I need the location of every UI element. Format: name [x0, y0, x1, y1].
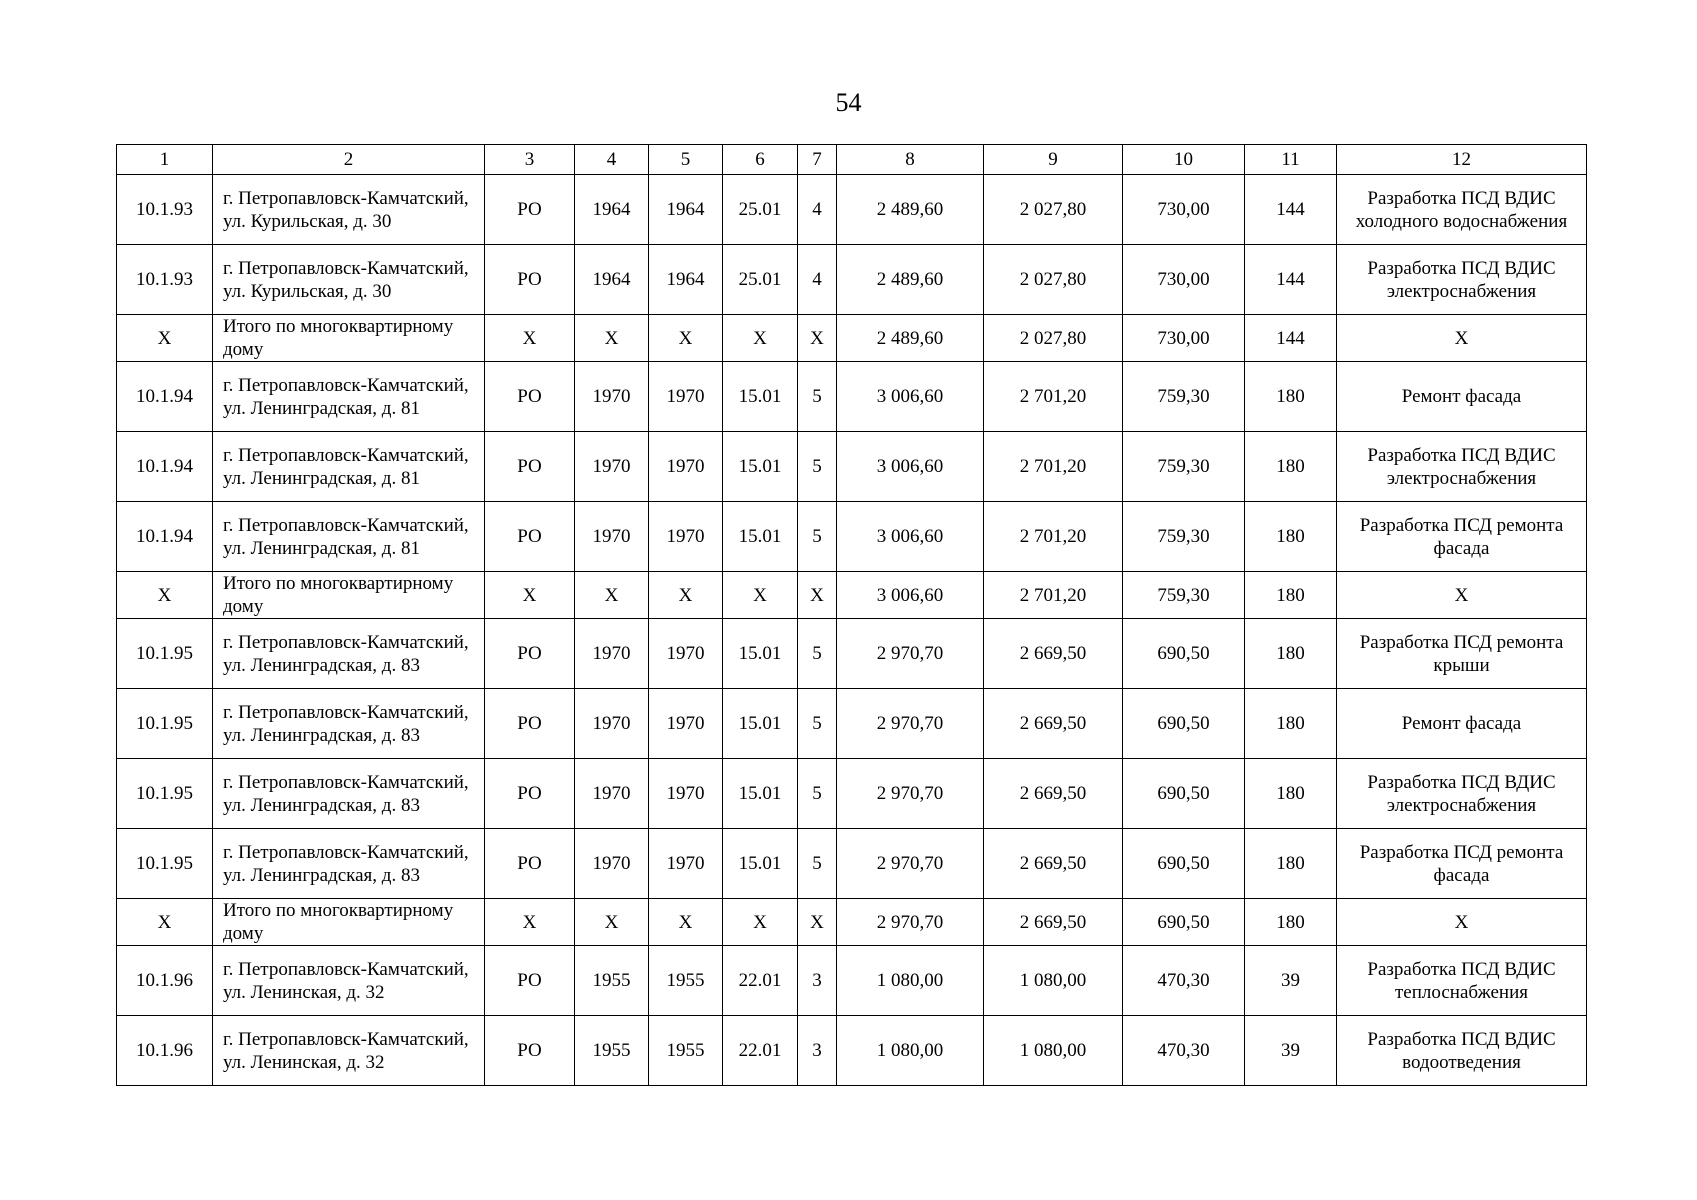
- cell-build-year: Х: [575, 899, 649, 946]
- cell-living-area: 1 080,00: [984, 1016, 1123, 1086]
- cell-commission-year: Х: [649, 315, 723, 362]
- cell-common-area: 690,50: [1123, 619, 1245, 689]
- cell-series-code: Х: [723, 315, 798, 362]
- cell-residents: 180: [1245, 689, 1337, 759]
- cell-row-number: 10.1.95: [117, 829, 213, 899]
- cell-total-area: 2 489,60: [837, 245, 984, 315]
- cell-total-area: 2 970,70: [837, 689, 984, 759]
- cell-residents: 144: [1245, 175, 1337, 245]
- cell-common-area: 730,00: [1123, 245, 1245, 315]
- cell-total-area: 2 970,70: [837, 829, 984, 899]
- cell-total-area: 2 970,70: [837, 619, 984, 689]
- table-row: [117, 759, 1587, 829]
- cell-management-type: РО: [485, 362, 575, 432]
- cell-living-area: 2 701,20: [984, 572, 1123, 619]
- cell-total-area: 2 970,70: [837, 759, 984, 829]
- cell-series-code: Х: [723, 572, 798, 619]
- cell-build-year: 1970: [575, 689, 649, 759]
- cell-floors: 5: [798, 829, 837, 899]
- cell-work-type: Х: [1337, 572, 1587, 619]
- cell-floors: 3: [798, 1016, 837, 1086]
- cell-living-area: 2 669,50: [984, 829, 1123, 899]
- column-header: 8: [837, 145, 984, 175]
- cell-management-type: РО: [485, 619, 575, 689]
- table-row: [117, 946, 1587, 1016]
- cell-address: г. Петропавловск-Камчатский, ул. Ленинская, д. 32: [213, 1016, 485, 1086]
- cell-series-code: 15.01: [723, 619, 798, 689]
- cell-commission-year: 1964: [649, 175, 723, 245]
- column-header: 12: [1337, 145, 1587, 175]
- cell-address: г. Петропавловск-Камчатский, ул. Курильская, д. 30: [213, 175, 485, 245]
- cell-commission-year: 1955: [649, 1016, 723, 1086]
- cell-address: г. Петропавловск-Камчатский, ул. Курильская, д. 30: [213, 245, 485, 315]
- cell-common-area: 690,50: [1123, 689, 1245, 759]
- cell-series-code: 15.01: [723, 432, 798, 502]
- column-header: 9: [984, 145, 1123, 175]
- cell-common-area: 759,30: [1123, 572, 1245, 619]
- cell-work-type: Х: [1337, 899, 1587, 946]
- cell-series-code: 22.01: [723, 946, 798, 1016]
- cell-row-number: Х: [117, 315, 213, 362]
- cell-floors: Х: [798, 572, 837, 619]
- cell-series-code: 25.01: [723, 175, 798, 245]
- cell-row-number: 10.1.94: [117, 432, 213, 502]
- cell-living-area: 2 669,50: [984, 619, 1123, 689]
- cell-floors: 5: [798, 759, 837, 829]
- cell-residents: 180: [1245, 759, 1337, 829]
- cell-common-area: 759,30: [1123, 432, 1245, 502]
- cell-total-area: 3 006,60: [837, 362, 984, 432]
- cell-commission-year: 1970: [649, 619, 723, 689]
- cell-row-number: Х: [117, 572, 213, 619]
- column-header: 7: [798, 145, 837, 175]
- cell-row-number: 10.1.93: [117, 245, 213, 315]
- cell-row-number: 10.1.96: [117, 1016, 213, 1086]
- total-row: [117, 899, 1587, 946]
- cell-build-year: 1955: [575, 946, 649, 1016]
- cell-work-type: Разработка ПСД ВДИС холодного водоснабжения: [1337, 175, 1587, 245]
- cell-management-type: РО: [485, 829, 575, 899]
- cell-build-year: 1970: [575, 759, 649, 829]
- column-header: 2: [213, 145, 485, 175]
- cell-residents: 180: [1245, 619, 1337, 689]
- column-header: 3: [485, 145, 575, 175]
- cell-commission-year: 1970: [649, 432, 723, 502]
- cell-common-area: 730,00: [1123, 175, 1245, 245]
- cell-address: г. Петропавловск-Камчатский, ул. Ленинградская, д. 81: [213, 432, 485, 502]
- cell-residents: 180: [1245, 829, 1337, 899]
- cell-living-area: 2 701,20: [984, 432, 1123, 502]
- cell-total-area: 2 489,60: [837, 175, 984, 245]
- table-body: [117, 175, 1587, 1086]
- cell-floors: Х: [798, 899, 837, 946]
- cell-residents: 180: [1245, 572, 1337, 619]
- cell-address: Итого по многоквартирному дому: [213, 899, 485, 946]
- table-row: [117, 1016, 1587, 1086]
- cell-work-type: Разработка ПСД ВДИС теплоснабжения: [1337, 946, 1587, 1016]
- cell-address: г. Петропавловск-Камчатский, ул. Ленинская, д. 32: [213, 946, 485, 1016]
- cell-series-code: Х: [723, 899, 798, 946]
- cell-commission-year: 1970: [649, 502, 723, 572]
- cell-residents: 144: [1245, 245, 1337, 315]
- cell-address: г. Петропавловск-Камчатский, ул. Ленинградская, д. 81: [213, 502, 485, 572]
- column-header: 10: [1123, 145, 1245, 175]
- cell-row-number: 10.1.95: [117, 759, 213, 829]
- cell-work-type: Разработка ПСД ВДИС водоотведения: [1337, 1016, 1587, 1086]
- repair-program-table: [116, 144, 1587, 1086]
- cell-commission-year: 1964: [649, 245, 723, 315]
- cell-build-year: 1970: [575, 432, 649, 502]
- cell-management-type: РО: [485, 432, 575, 502]
- cell-work-type: Разработка ПСД ремонта фасада: [1337, 829, 1587, 899]
- table-row: [117, 245, 1587, 315]
- cell-common-area: 759,30: [1123, 502, 1245, 572]
- cell-total-area: 1 080,00: [837, 1016, 984, 1086]
- cell-work-type: Ремонт фасада: [1337, 362, 1587, 432]
- cell-commission-year: Х: [649, 899, 723, 946]
- cell-build-year: 1970: [575, 502, 649, 572]
- cell-living-area: 1 080,00: [984, 946, 1123, 1016]
- cell-series-code: 15.01: [723, 362, 798, 432]
- cell-floors: 5: [798, 689, 837, 759]
- total-row: [117, 315, 1587, 362]
- table-row: [117, 175, 1587, 245]
- cell-common-area: 470,30: [1123, 1016, 1245, 1086]
- cell-common-area: 690,50: [1123, 899, 1245, 946]
- cell-total-area: 3 006,60: [837, 502, 984, 572]
- cell-row-number: 10.1.94: [117, 362, 213, 432]
- column-header: 4: [575, 145, 649, 175]
- cell-living-area: 2 669,50: [984, 689, 1123, 759]
- cell-address: г. Петропавловск-Камчатский, ул. Ленинградская, д. 83: [213, 759, 485, 829]
- cell-build-year: Х: [575, 572, 649, 619]
- cell-management-type: РО: [485, 759, 575, 829]
- cell-management-type: РО: [485, 946, 575, 1016]
- cell-series-code: 15.01: [723, 689, 798, 759]
- cell-address: г. Петропавловск-Камчатский, ул. Ленинградская, д. 83: [213, 829, 485, 899]
- cell-address: Итого по многоквартирному дому: [213, 572, 485, 619]
- cell-management-type: РО: [485, 502, 575, 572]
- cell-residents: 144: [1245, 315, 1337, 362]
- cell-living-area: 2 027,80: [984, 175, 1123, 245]
- column-header: 11: [1245, 145, 1337, 175]
- cell-residents: 39: [1245, 1016, 1337, 1086]
- cell-build-year: 1964: [575, 175, 649, 245]
- cell-work-type: Разработка ПСД ремонта фасада: [1337, 502, 1587, 572]
- cell-floors: 3: [798, 946, 837, 1016]
- cell-work-type: Разработка ПСД ВДИС электроснабжения: [1337, 759, 1587, 829]
- cell-row-number: 10.1.95: [117, 689, 213, 759]
- cell-floors: 4: [798, 245, 837, 315]
- cell-address: г. Петропавловск-Камчатский, ул. Ленинградская, д. 81: [213, 362, 485, 432]
- cell-living-area: 2 701,20: [984, 362, 1123, 432]
- cell-floors: 5: [798, 432, 837, 502]
- cell-series-code: 15.01: [723, 759, 798, 829]
- cell-commission-year: Х: [649, 572, 723, 619]
- cell-row-number: 10.1.96: [117, 946, 213, 1016]
- cell-management-type: Х: [485, 572, 575, 619]
- cell-build-year: 1970: [575, 362, 649, 432]
- cell-address: Итого по многоквартирному дому: [213, 315, 485, 362]
- table-row: [117, 689, 1587, 759]
- cell-row-number: 10.1.93: [117, 175, 213, 245]
- cell-build-year: 1955: [575, 1016, 649, 1086]
- cell-common-area: 730,00: [1123, 315, 1245, 362]
- cell-floors: Х: [798, 315, 837, 362]
- cell-living-area: 2 027,80: [984, 245, 1123, 315]
- cell-common-area: 690,50: [1123, 759, 1245, 829]
- header-row: [117, 145, 1587, 175]
- table-row: [117, 362, 1587, 432]
- cell-address: г. Петропавловск-Камчатский, ул. Ленинградская, д. 83: [213, 619, 485, 689]
- cell-work-type: Разработка ПСД ВДИС электроснабжения: [1337, 245, 1587, 315]
- table-row: [117, 502, 1587, 572]
- cell-total-area: 3 006,60: [837, 572, 984, 619]
- cell-common-area: 759,30: [1123, 362, 1245, 432]
- cell-common-area: 690,50: [1123, 829, 1245, 899]
- cell-build-year: Х: [575, 315, 649, 362]
- cell-management-type: Х: [485, 899, 575, 946]
- cell-commission-year: 1955: [649, 946, 723, 1016]
- cell-floors: 5: [798, 502, 837, 572]
- cell-total-area: 2 970,70: [837, 899, 984, 946]
- cell-work-type: Ремонт фасада: [1337, 689, 1587, 759]
- column-header: 5: [649, 145, 723, 175]
- table-row: [117, 829, 1587, 899]
- column-header: 1: [117, 145, 213, 175]
- cell-series-code: 25.01: [723, 245, 798, 315]
- page-number: 54: [835, 88, 862, 117]
- cell-series-code: 22.01: [723, 1016, 798, 1086]
- cell-living-area: 2 701,20: [984, 502, 1123, 572]
- cell-series-code: 15.01: [723, 829, 798, 899]
- cell-total-area: 2 489,60: [837, 315, 984, 362]
- table-row: [117, 432, 1587, 502]
- cell-commission-year: 1970: [649, 759, 723, 829]
- cell-floors: 4: [798, 175, 837, 245]
- cell-management-type: РО: [485, 245, 575, 315]
- cell-build-year: 1970: [575, 619, 649, 689]
- cell-management-type: РО: [485, 175, 575, 245]
- table-row: [117, 619, 1587, 689]
- cell-row-number: 10.1.95: [117, 619, 213, 689]
- cell-build-year: 1964: [575, 245, 649, 315]
- cell-row-number: 10.1.94: [117, 502, 213, 572]
- cell-commission-year: 1970: [649, 689, 723, 759]
- cell-floors: 5: [798, 362, 837, 432]
- cell-residents: 180: [1245, 502, 1337, 572]
- cell-living-area: 2 027,80: [984, 315, 1123, 362]
- cell-residents: 180: [1245, 362, 1337, 432]
- cell-commission-year: 1970: [649, 829, 723, 899]
- cell-address: г. Петропавловск-Камчатский, ул. Ленинградская, д. 83: [213, 689, 485, 759]
- cell-residents: 39: [1245, 946, 1337, 1016]
- cell-series-code: 15.01: [723, 502, 798, 572]
- cell-living-area: 2 669,50: [984, 759, 1123, 829]
- total-row: [117, 572, 1587, 619]
- column-header: 6: [723, 145, 798, 175]
- cell-floors: 5: [798, 619, 837, 689]
- cell-work-type: Разработка ПСД ВДИС электроснабжения: [1337, 432, 1587, 502]
- cell-management-type: РО: [485, 689, 575, 759]
- cell-work-type: Разработка ПСД ремонта крыши: [1337, 619, 1587, 689]
- cell-row-number: Х: [117, 899, 213, 946]
- cell-work-type: Х: [1337, 315, 1587, 362]
- cell-common-area: 470,30: [1123, 946, 1245, 1016]
- cell-residents: 180: [1245, 432, 1337, 502]
- cell-management-type: Х: [485, 315, 575, 362]
- cell-living-area: 2 669,50: [984, 899, 1123, 946]
- cell-commission-year: 1970: [649, 362, 723, 432]
- cell-total-area: 3 006,60: [837, 432, 984, 502]
- cell-residents: 180: [1245, 899, 1337, 946]
- cell-build-year: 1970: [575, 829, 649, 899]
- cell-total-area: 1 080,00: [837, 946, 984, 1016]
- cell-management-type: РО: [485, 1016, 575, 1086]
